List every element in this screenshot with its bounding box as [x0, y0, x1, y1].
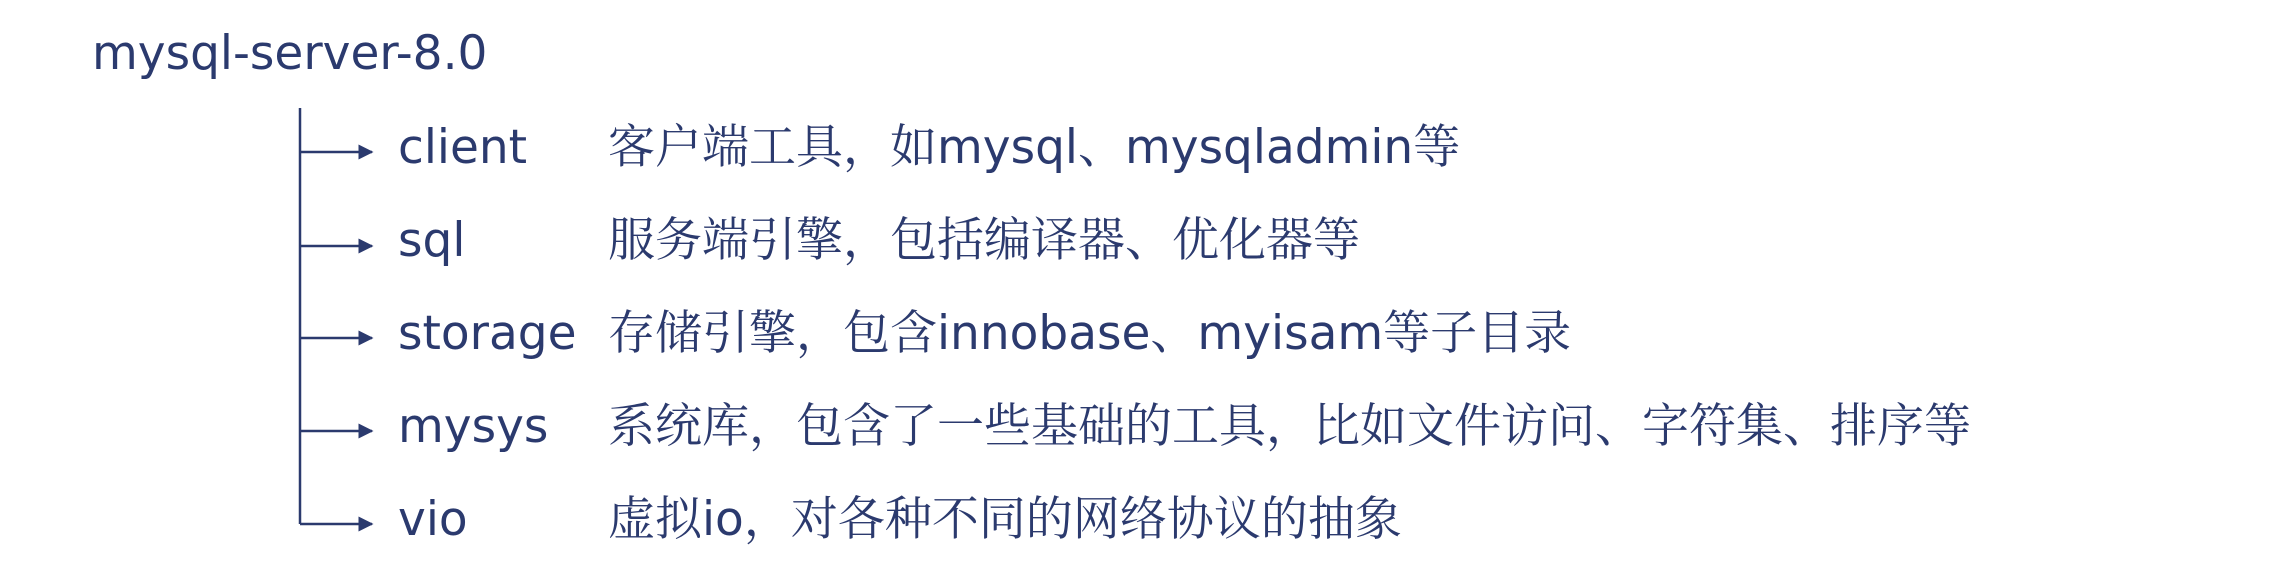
- directory-name-client: client: [398, 120, 528, 175]
- directory-desc-sql: 服务端引擎，包括编译器、优化器等: [608, 213, 1360, 268]
- tree-row-vio: [0, 488, 2284, 552]
- directory-name-vio: vio: [398, 492, 468, 547]
- tree-row-sql: [0, 209, 2284, 273]
- tree-row-client: [0, 116, 2284, 180]
- directory-name-storage: storage: [398, 306, 577, 361]
- tree-row-mysys: [0, 395, 2284, 459]
- directory-desc-mysys: 系统库，包含了一些基础的工具，比如文件访问、字符集、排序等: [608, 399, 1971, 454]
- directory-desc-storage: 存储引擎，包含innobase、myisam等子目录: [608, 306, 1572, 361]
- root-directory-label: mysql-server-8.0: [92, 26, 488, 81]
- directory-name-mysys: mysys: [398, 399, 549, 454]
- directory-desc-vio: 虚拟io，对各种不同的网络协议的抽象: [608, 492, 1402, 547]
- directory-name-sql: sql: [398, 213, 466, 268]
- directory-desc-client: 客户端工具，如mysql、mysqladmin等: [608, 120, 1461, 175]
- tree-row-storage: [0, 302, 2284, 366]
